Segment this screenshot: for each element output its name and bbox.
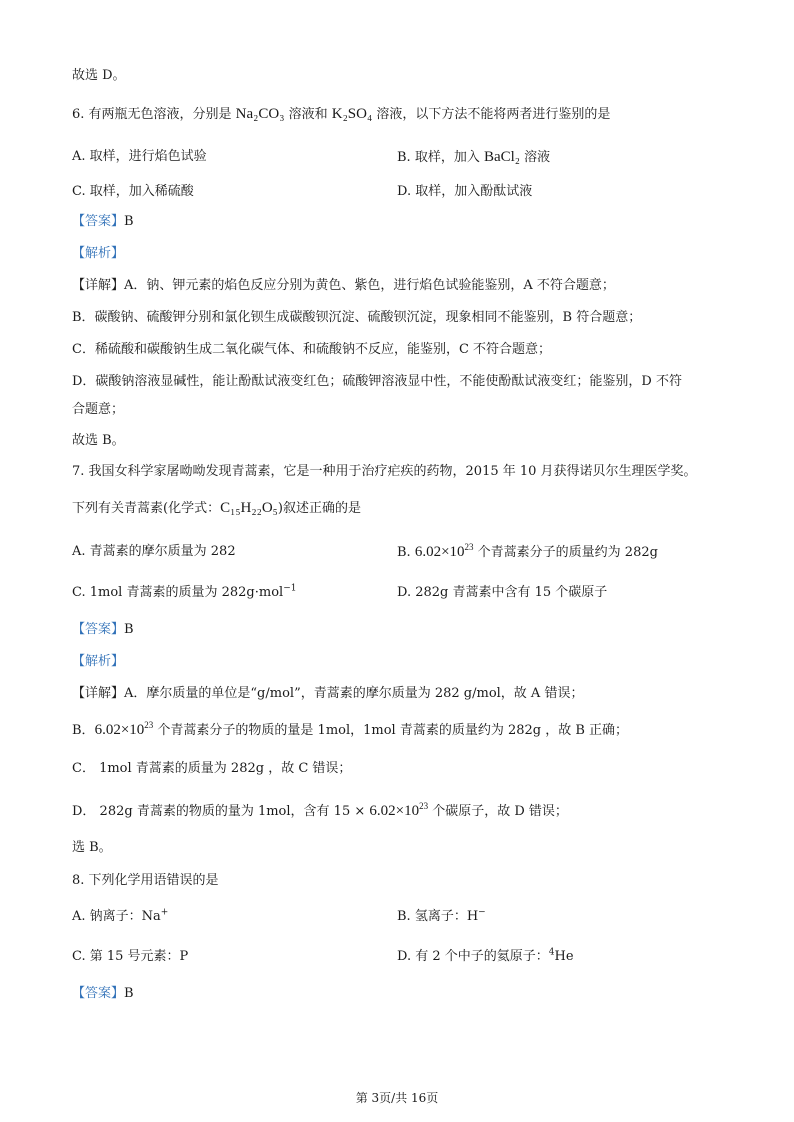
q7-answer: 【答案】B: [72, 622, 134, 637]
q8-option-b: B. 氢离子：H−: [397, 907, 486, 924]
q6-detail-3: C．稀硫酸和碳酸钠生成二氧化碳气体、和硫酸钠不反应，能鉴别，C 不符合题意；: [72, 342, 552, 357]
q7-option-c: C. 1mol 青蒿素的质量为 282g·mol$^{-1}$: [72, 583, 297, 600]
q7-analysis-tag: 【解析】: [72, 654, 125, 669]
q6-detail-1: 【详解】A．钠、钾元素的焰色反应分别为黄色、紫色，进行焰色试验能鉴别，A 不符合题意；: [72, 278, 615, 293]
q6-detail-2: B．碳酸钠、硫酸钾分别和氯化钡生成碳酸钡沉淀、硫酸钡沉淀，现象相同不能鉴别，B 符合题意；: [72, 310, 642, 325]
q6-answer: 【答案】B: [72, 214, 134, 229]
formula-avogadro: $6.02\times 10^{23}$: [414, 542, 474, 560]
q7-conclusion: 选 B。: [72, 840, 112, 855]
q7-option-d: D. 282g 青蒿素中含有 15 个碳原子: [397, 585, 608, 600]
q7-detail-4: D． 282g 青蒿素的物质的量为 1mol，含有 $15 \times 6.02\times 10^{23}$ 个碳原子，故 D 错误；: [72, 801, 568, 819]
question-7-stem-2: 下列有关青蒿素(化学式：C₁₅H₂₂O₅)叙述正确的是: [72, 500, 361, 516]
formula-na2co3: Na₂CO₃: [235, 106, 285, 122]
q6-conclusion: 故选 B。: [72, 433, 125, 448]
page-footer: 第 3页/共 16页: [355, 1091, 439, 1105]
answer-tag: 【答案】: [72, 622, 125, 637]
q6-option-a: A. 取样，进行焰色试验: [72, 149, 207, 164]
formula-bacl2: BaCl₂: [483, 149, 521, 165]
q7-detail-2: B．$6.02\times 10^{23}$ 个青蒿素分子的物质的量是 1mol，1mol 青蒿素的质量约为 282g ，故 B 正确；: [72, 720, 629, 738]
q6-detail-4: D．碳酸钠溶液显碱性，能让酚酞试液变红色；硫酸钾溶液显中性，不能使酚酞试液变红；能鉴别，D 不符: [72, 374, 682, 389]
q7-option-b: B. $6.02\times 10^{23}$ 个青蒿素分子的质量约为 282g: [397, 542, 658, 560]
q7-detail-3: C． 1mol 青蒿素的质量为 282g ，故 C 错误；: [72, 761, 352, 776]
q8-answer: 【答案】B: [72, 986, 134, 1001]
answer-tag: 【答案】: [72, 214, 125, 229]
question-7-stem-1: 7. 我国女科学家屠呦呦发现青蒿素，它是一种用于治疗疟疾的药物，2015 年 10 月获得诺贝尔生理医学奖。: [72, 464, 697, 479]
q6-option-d: D. 取样，加入酚酞试液: [397, 184, 533, 199]
q6-analysis-tag: 【解析】: [72, 246, 125, 261]
question-6-stem: 6. 有两瓶无色溶液，分别是 Na₂CO₃ 溶液和 K₂SO₄ 溶液，以下方法不能将两者进行鉴别的是: [72, 106, 611, 122]
q8-option-a: A. 钠离子：Na+: [72, 907, 169, 924]
formula-c15h22o5: C₁₅H₂₂O₅: [220, 500, 278, 516]
q8-option-d: D. 有 2 个中子的氦原子：$^4$He: [397, 947, 574, 964]
question-8-stem: 8. 下列化学用语错误的是: [72, 873, 219, 888]
formula-k2so4: K₂SO₄: [331, 106, 373, 122]
q7-detail-1: 【详解】A．摩尔质量的单位是“g/mol”，青蒿素的摩尔质量为 282 g/mol，故 A 错误；: [72, 686, 584, 701]
q6-detail-5: 合题意；: [72, 402, 125, 417]
q8-option-c: C. 第 15 号元素：P: [72, 949, 189, 964]
answer-tag: 【答案】: [72, 986, 125, 1001]
text-line: 故选 D。: [72, 68, 126, 83]
q6-option-b: B. 取样，加入 BaCl₂ 溶液: [397, 149, 551, 165]
q6-option-c: C. 取样，加入稀硫酸: [72, 184, 194, 199]
q7-option-a: A. 青蒿素的摩尔质量为 282: [72, 544, 236, 559]
